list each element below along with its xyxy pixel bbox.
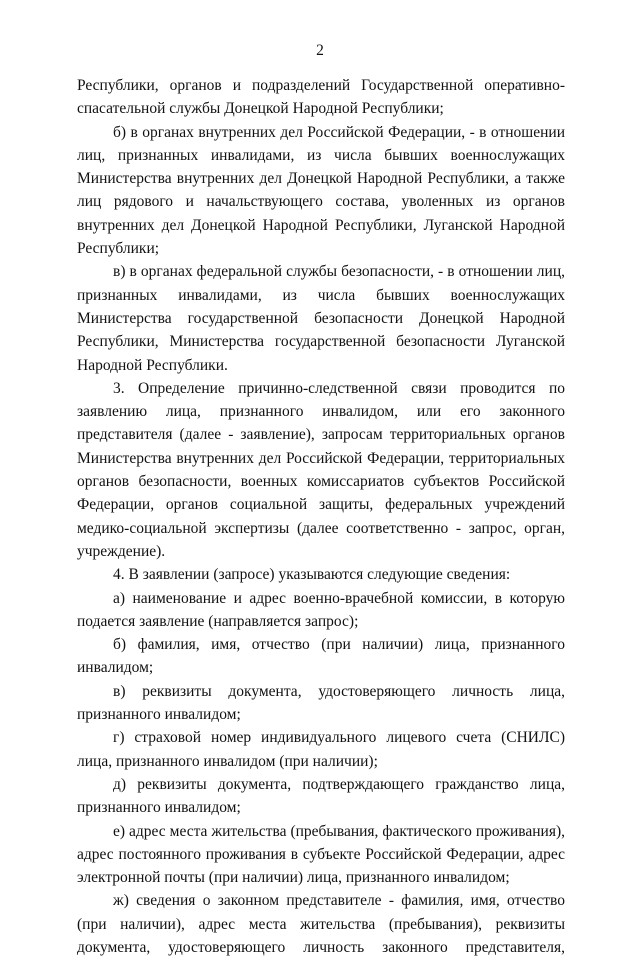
paragraph-item-v-identity-document: в) реквизиты документа, удостоверяющего личность лица, признанного инвалидом; bbox=[77, 682, 565, 724]
paragraph-clause-3: 3. Определение причинно-следственной связи проводится по заявлению лица, признанного инвалидом, или его законного представителя (далее - заявление), запросам территориальных органов Министерства внутренних дел Российской Федерации, территориальных органов безопасности, военных комиссариатов субъектов Российской Федерации, органов социальной защиты, федеральных учреждений медико-социальной экспертизы (далее соответственно - запрос, орган, учреждение). bbox=[77, 379, 565, 560]
paragraph-clause-4: 4. В заявлении (запросе) указываются следующие сведения: bbox=[113, 566, 511, 584]
paragraph-item-b-full-name: б) фамилия, имя, отчество (при наличии) лица, признанного инвалидом; bbox=[77, 636, 565, 677]
paragraph-item-a-commission-name: а) наименование и адрес военно-врачебной комиссии, в которую подается заявление (направляется запрос); bbox=[77, 589, 565, 630]
paragraph-item-zh-legal-representative: ж) сведения о законном представителе - фамилия, имя, отчество (при наличии), адрес места жительства (пребывания), реквизиты документа, удостоверяющего личность законного представителя, bbox=[77, 892, 565, 956]
paragraph-continued-from-previous-page: Республики, органов и подразделений Государственной оперативно-спасательной службы Донецкой Народной Республики; bbox=[77, 77, 565, 118]
paragraph-item-d-citizenship-document: д) реквизиты документа, подтверждающего гражданство лица, признанного инвалидом; bbox=[77, 775, 565, 817]
document-body bbox=[77, 74, 565, 959]
paragraph-item-e-address: е) адрес места жительства (пребывания, фактического проживания), адрес постоянного проживания в субъекте Российской Федерации, адрес электронной почты (при наличии) лица, признанного инвалидом; bbox=[77, 822, 565, 887]
page-number: 2 bbox=[316, 42, 324, 59]
paragraph-item-g-snils: г) страховой номер индивидуального лицевого счета (СНИЛС) лица, признанного инвалидом (при наличии); bbox=[77, 729, 565, 770]
paragraph-item-b-internal-affairs: б) в органах внутренних дел Российской Федерации, - в отношении лиц, признанных инвалидами, из числа бывших военнослужащих Министерства внутренних дел Донецкой Народной Республики, а также лиц рядового и начальствующего состава, уволенных из органов внутренних дел Донецкой Народной Республики, Луганской Народной Республики; bbox=[77, 123, 565, 258]
paragraph-item-v-security-service: в) в органах федеральной службы безопасности, - в отношении лиц, признанных инвалидами, из числа бывших военнослужащих Министерства государственной безопасности Донецкой Народной Республики, Министерства государственной безопасности Луганской Народной Республики. bbox=[77, 263, 565, 374]
